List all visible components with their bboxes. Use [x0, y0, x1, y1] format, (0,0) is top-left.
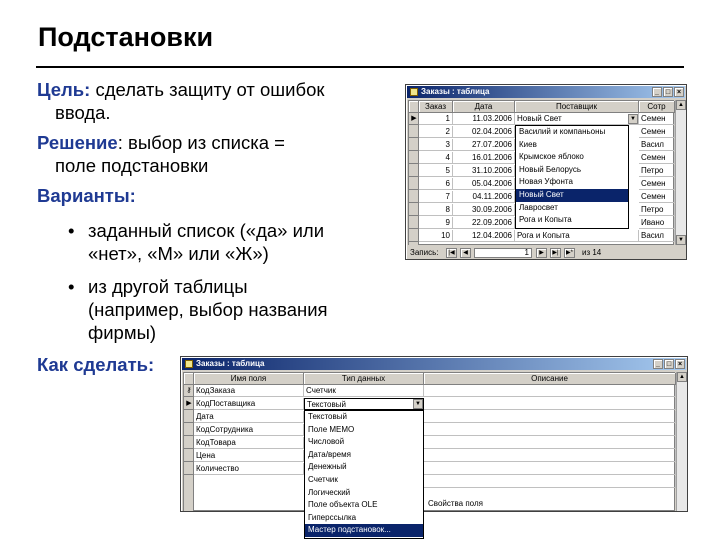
corner-header: [184, 373, 194, 385]
cell-order[interactable]: 1: [419, 113, 453, 125]
nav-label: Запись:: [410, 248, 439, 257]
col-header-order[interactable]: Заказ: [419, 101, 453, 113]
row-selector[interactable]: [184, 437, 194, 449]
solution-line-1: [37, 131, 285, 154]
description-cell[interactable]: [424, 385, 676, 397]
cell-date[interactable]: 04.11.2006: [453, 191, 515, 203]
supplier-option[interactable]: Киев: [519, 139, 537, 149]
record-selector[interactable]: [409, 204, 419, 216]
design-window: [180, 356, 688, 535]
col-header-employee[interactable]: Сотр: [639, 101, 675, 113]
next-record-icon[interactable]: ▶: [536, 248, 547, 258]
bullet-1-marker: •: [68, 220, 75, 241]
field-name-cell[interactable]: КодСотрудника: [194, 424, 304, 436]
goal-label: Цель:: [37, 79, 91, 100]
data-type-option-selected[interactable]: Мастер подстановок...: [305, 524, 423, 537]
field-name-cell[interactable]: Дата: [194, 411, 304, 423]
cell-employee[interactable]: Васил: [639, 139, 675, 151]
solution-line-2: поле подстановки: [55, 155, 209, 176]
cell-order[interactable]: 5: [419, 165, 453, 177]
scroll-up-icon[interactable]: ▲: [676, 100, 686, 110]
description-cell[interactable]: [424, 450, 676, 462]
goal-line-1: [37, 78, 324, 101]
cell-employee[interactable]: Петро: [639, 165, 675, 177]
col-header-supplier[interactable]: Поставщик: [515, 101, 639, 113]
data-type-option[interactable]: Поле МЕМО: [308, 424, 355, 434]
scroll-down-icon[interactable]: ▼: [676, 235, 686, 245]
data-type-option[interactable]: Гиперссылка: [308, 512, 357, 522]
row-selector[interactable]: [184, 463, 194, 475]
data-type-option[interactable]: Поле объекта OLE: [308, 500, 378, 510]
description-cell[interactable]: [424, 437, 676, 449]
record-selector[interactable]: [409, 230, 419, 242]
row-selector[interactable]: [184, 450, 194, 462]
record-selector[interactable]: [409, 126, 419, 138]
field-name-cell[interactable]: Цена: [194, 450, 304, 462]
cell-employee[interactable]: Семен: [639, 178, 675, 190]
table-icon: [410, 88, 418, 96]
description-cell[interactable]: [424, 411, 676, 423]
scroll-up-icon[interactable]: ▲: [677, 372, 687, 382]
supplier-option[interactable]: Новый Белорусь: [519, 164, 581, 174]
new-record-icon[interactable]: ▶*: [564, 248, 575, 258]
cell-date[interactable]: 11.03.2006: [453, 113, 515, 125]
data-type-option[interactable]: Логический: [308, 487, 351, 497]
col-header-date[interactable]: Дата: [453, 101, 515, 113]
supplier-option[interactable]: Лавросвет: [519, 202, 558, 212]
data-type-dropdown-button[interactable]: ▼: [413, 399, 423, 409]
datasheet-title: Заказы : таблица: [421, 87, 490, 96]
record-total: из 14: [582, 248, 602, 257]
description-cell[interactable]: [424, 476, 676, 488]
corner-header: [409, 101, 419, 113]
record-number-field[interactable]: 1: [474, 248, 532, 258]
cell-order[interactable]: 4: [419, 152, 453, 164]
supplier-option[interactable]: Новая Уфонта: [519, 177, 573, 187]
minimize-button[interactable]: _: [653, 359, 663, 369]
data-type-dropdown-list: [304, 410, 424, 539]
slide-title: Подстановки: [38, 22, 214, 52]
data-type-cell[interactable]: Счетчик: [304, 385, 424, 397]
goal-text: сделать защиту от ошибок: [95, 79, 325, 100]
record-selector[interactable]: [409, 191, 419, 203]
record-selector[interactable]: [409, 217, 419, 229]
cell-date[interactable]: 16.01.2006: [453, 152, 515, 164]
datasheet-vertical-scrollbar[interactable]: [675, 100, 686, 245]
description-cell[interactable]: [424, 463, 676, 475]
bullet-2-line-1: из другой таблицы: [88, 276, 248, 297]
goal-line-2: ввода.: [55, 102, 111, 123]
supplier-option[interactable]: Крымское яблоко: [519, 152, 584, 162]
data-type-option[interactable]: Дата/время: [308, 449, 351, 459]
cell-employee[interactable]: Ивано: [639, 217, 675, 229]
record-selector[interactable]: [409, 165, 419, 177]
record-selector[interactable]: [409, 139, 419, 151]
cell-employee[interactable]: Семен: [639, 152, 675, 164]
col-header-description[interactable]: Описание: [424, 373, 676, 385]
cell-order[interactable]: 2: [419, 126, 453, 138]
col-header-field-name[interactable]: Имя поля: [194, 373, 304, 385]
howto-label: Как сделать:: [37, 354, 155, 375]
primary-key-icon[interactable]: ⚷: [184, 385, 194, 397]
cell-order[interactable]: 6: [419, 178, 453, 190]
cell-date[interactable]: 02.04.2006: [453, 126, 515, 138]
bullet-1-line-2: «нет», «М» или «Ж»): [88, 243, 269, 264]
supplier-option-selected[interactable]: Новый Свет: [516, 189, 628, 202]
field-properties-label: Свойства поля: [428, 499, 483, 508]
cell-employee[interactable]: Семен: [639, 126, 675, 138]
cell-date[interactable]: 27.07.2006: [453, 139, 515, 151]
field-name-cell[interactable]: КодТовара: [194, 437, 304, 449]
cell-date[interactable]: 31.10.2006: [453, 165, 515, 177]
prev-record-icon[interactable]: ◀: [460, 248, 471, 258]
record-selector[interactable]: [409, 178, 419, 190]
last-record-icon[interactable]: ▶|: [550, 248, 561, 258]
record-selector[interactable]: [409, 152, 419, 164]
cell-employee[interactable]: Семен: [639, 113, 675, 125]
design-vertical-scrollbar[interactable]: [676, 372, 687, 511]
cell-date[interactable]: 12.04.2006: [453, 230, 515, 242]
solution-text: : выбор из списка =: [117, 132, 285, 153]
cell-order[interactable]: 8: [419, 204, 453, 216]
record-navigation-bar: [408, 247, 684, 259]
bullet-1-line-1: заданный список («да» или: [88, 220, 325, 241]
cell-employee[interactable]: Васил: [639, 230, 675, 242]
datasheet-titlebar[interactable]: [407, 86, 685, 98]
design-grid: [183, 372, 675, 535]
maximize-button[interactable]: □: [664, 359, 674, 369]
first-record-icon[interactable]: |◀: [446, 248, 457, 258]
bullet-2-marker: •: [68, 276, 75, 297]
cell-date[interactable]: 22.09.2006: [453, 217, 515, 229]
datasheet-grid: [408, 100, 674, 245]
data-type-combo[interactable]: Текстовый: [304, 398, 424, 410]
cell-order[interactable]: 10: [419, 230, 453, 242]
bullet-2-line-3: фирмы): [88, 322, 157, 343]
supplier-option[interactable]: Василий и компаньоны: [519, 127, 606, 136]
cell-order[interactable]: 7: [419, 191, 453, 203]
description-cell[interactable]: [424, 424, 676, 436]
close-button[interactable]: ×: [675, 359, 685, 369]
supplier-dropdown-button[interactable]: ▼: [628, 114, 638, 124]
col-header-data-type[interactable]: Тип данных: [304, 373, 424, 385]
design-title: Заказы : таблица: [196, 359, 265, 368]
table-icon: [185, 360, 193, 368]
maximize-button[interactable]: □: [663, 87, 673, 97]
variants-label: Варианты:: [37, 185, 136, 206]
data-type-option[interactable]: Счетчик: [308, 474, 338, 484]
field-name-cell[interactable]: КодЗаказа: [194, 385, 304, 397]
supplier-dropdown-list: [515, 125, 629, 229]
cell-date[interactable]: 05.04.2006: [453, 178, 515, 190]
description-cell[interactable]: [424, 398, 676, 410]
minimize-button[interactable]: _: [652, 87, 662, 97]
record-selector-current[interactable]: ▶: [409, 113, 419, 125]
cell-order[interactable]: 9: [419, 217, 453, 229]
bullet-2-line-2: (например, выбор названия: [88, 299, 328, 320]
close-button[interactable]: ×: [674, 87, 684, 97]
row-selector[interactable]: [184, 424, 194, 436]
cell-date[interactable]: 30.09.2006: [453, 204, 515, 216]
cell-order[interactable]: 3: [419, 139, 453, 151]
cell-supplier[interactable]: Рога и Копыта: [515, 230, 639, 242]
row-selector-current[interactable]: ▶: [184, 398, 194, 410]
cell-employee[interactable]: Семен: [639, 191, 675, 203]
title-divider: [36, 66, 684, 68]
data-type-option[interactable]: Числовой: [308, 437, 345, 447]
cell-supplier[interactable]: Новый Свет: [515, 113, 639, 125]
row-selector[interactable]: [184, 411, 194, 423]
data-type-option[interactable]: Текстовый: [308, 412, 347, 421]
data-type-option[interactable]: Денежный: [308, 462, 347, 472]
supplier-option[interactable]: Рога и Копыта: [519, 215, 572, 225]
cell-employee[interactable]: Петро: [639, 204, 675, 216]
field-name-cell[interactable]: КодПоставщика: [194, 398, 304, 410]
datasheet-window: [405, 84, 687, 260]
solution-label: Решение: [37, 132, 118, 153]
design-titlebar[interactable]: [182, 358, 686, 370]
field-name-cell[interactable]: Количество: [194, 463, 304, 475]
